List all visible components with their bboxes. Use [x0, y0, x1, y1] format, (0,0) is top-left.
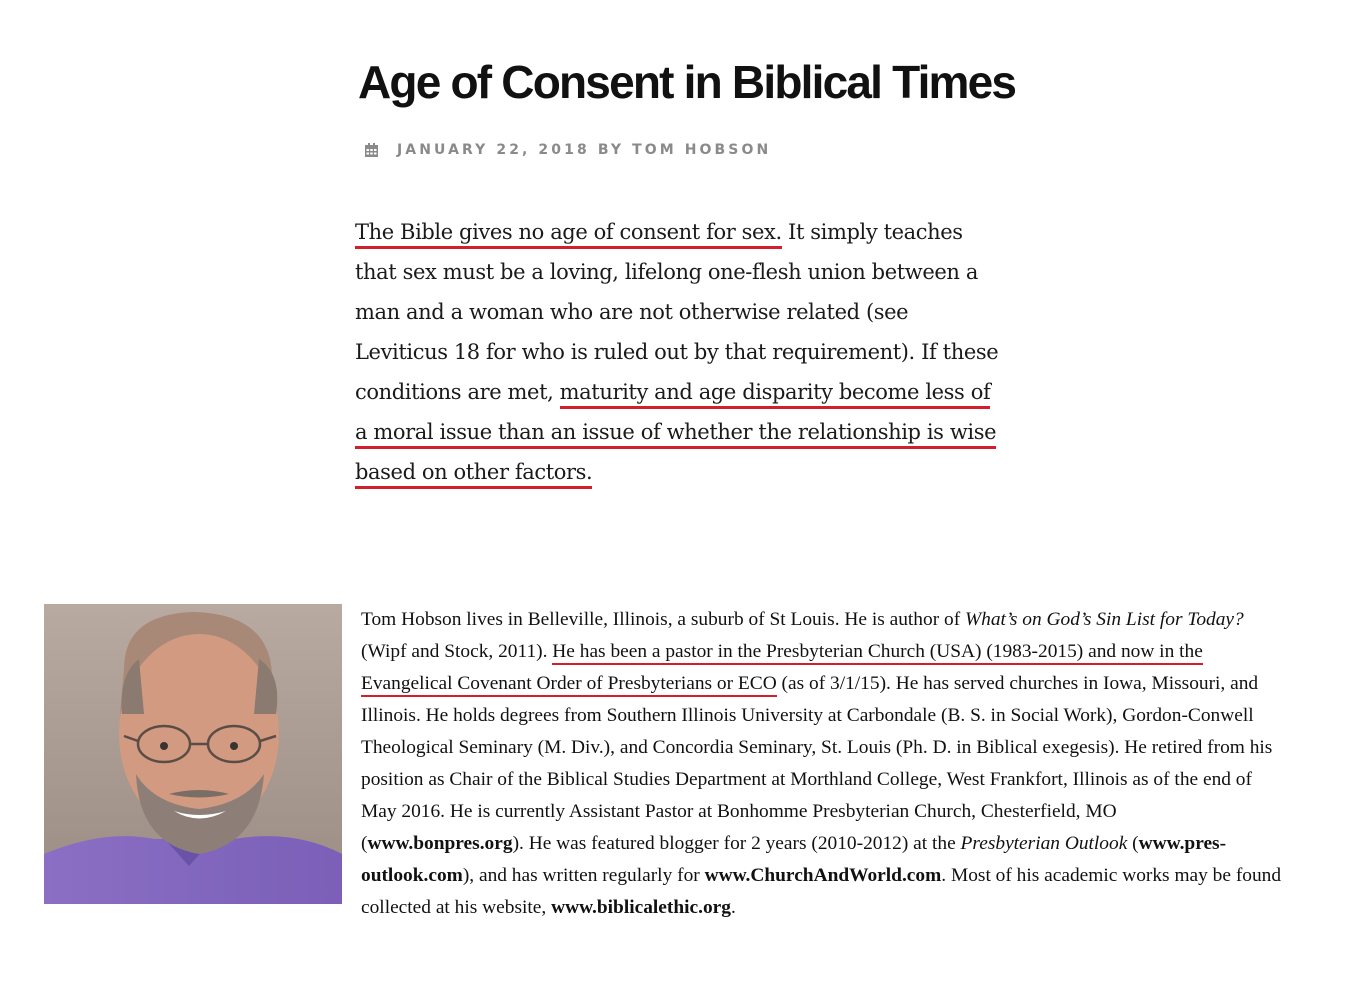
- bio-text: (Wipf and Stock, 2011).: [361, 641, 553, 662]
- bio-text: . Most of his academic works may be found collected at his website,: [361, 865, 1282, 918]
- post-author[interactable]: TOM HOBSON: [632, 142, 772, 158]
- bio-text: Tom Hobson lives in Belleville, Illinois, a suburb of St Louis. He is author of: [361, 609, 966, 630]
- calendar-icon: [365, 143, 378, 157]
- post-meta: [365, 140, 771, 160]
- pres-outlook-link[interactable]: www.pres-outlook.com: [361, 833, 1227, 886]
- photo-spacer: [44, 604, 361, 904]
- churchandworld-link[interactable]: www.ChurchAndWorld.com: [704, 865, 942, 886]
- underlined-sentence: maturity and age disparity become less of a moral issue than an issue of whether the relationship is wise based on other factors.: [355, 380, 996, 489]
- post-date[interactable]: JANUARY 22, 2018: [397, 142, 590, 158]
- bio-text: .: [730, 897, 736, 918]
- book-title: What’s on God’s Sin List for Today?: [965, 609, 1244, 630]
- bio-text: (as of 3/1/15). He has served churches in Iowa, Missouri, and Illinois. He holds degrees from Southern Illinois University at Carbondale (B. S. in Social Work), Gordon-Conwell Theological Seminary (M. Div.), and Concordia Seminary, St. Louis (Ph. D. in Biblical exegesis). He retired from his position as Chair of the Biblical Studies Department at Morthland College, West Frankfort, Illinois as of the end of May 2016. He is currently Assistant Pastor at Bonhomme Presbyterian Church, Chesterfield, MO (: [361, 673, 1273, 854]
- underlined-sentence: He has been a pastor in the Presbyterian Church (USA) (1983-2015) and now in the Evangelical Covenant Order of Presbyterians or ECO: [361, 641, 1203, 697]
- biblicalethic-link[interactable]: www.biblicalethic.org: [551, 897, 731, 918]
- bio-text: (: [1127, 833, 1139, 854]
- byline-label: BY: [597, 142, 625, 158]
- post-title: Age of Consent in Biblical Times: [358, 56, 1016, 108]
- bio-text: ), and has written regularly for: [462, 865, 705, 886]
- bio-text: ). He was featured blogger for 2 years (2010-2012) at the: [512, 833, 961, 854]
- publication-title: Presbyterian Outlook: [960, 833, 1128, 854]
- intro-paragraph: [355, 212, 1005, 492]
- bonpres-link[interactable]: www.bonpres.org: [367, 833, 513, 854]
- intro-text: It simply teaches that sex must be a loving, lifelong one-flesh union between a man and a woman who are not otherwise related (see Leviticus 18 for who is ruled out by that requirement). If these conditions are met,: [355, 220, 999, 404]
- author-bio: [44, 604, 1284, 924]
- underlined-sentence: The Bible gives no age of consent for sex.: [355, 220, 782, 249]
